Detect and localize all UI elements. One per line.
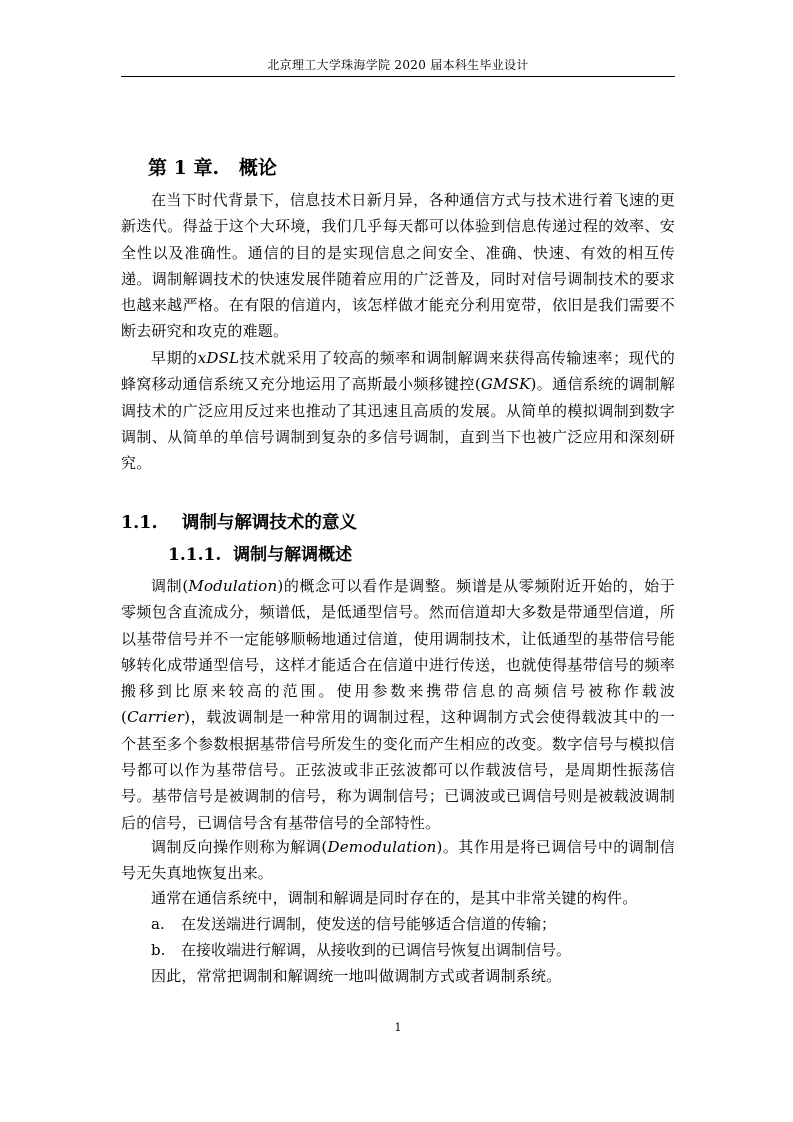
term-gmsk: GMSK: [480, 375, 531, 394]
intro-paragraph-2: [121, 345, 675, 476]
body-paragraph-4: 因此，常常把调制和解调统一地叫做调制方式或者调制系统。: [151, 967, 562, 985]
subsection-title: 1.1.1. 调制与解调概述: [168, 545, 353, 565]
term-demodulation: Demodulation: [327, 838, 437, 856]
section-title: 1.1. 调制与解调技术的意义: [121, 513, 357, 533]
page-header: 北京理工大学珠海学院 2020 届本科生毕业设计: [267, 58, 529, 72]
term-modulation: Modulation: [188, 577, 278, 595]
body-p2-text-b: )。其作用是将已调信号中的调制信号无失真地恢复出来。: [121, 838, 675, 883]
intro-p2-text-c: )。通信系统的调制解调技术的广泛应用反过来也推动了其迅速且高质的发展。从简单的模拟调制到数字调制、从简单的单信号调制到复杂的多信号调制，直到当下也被广泛应用和深刻研究。: [121, 375, 676, 473]
body-paragraph-1: [121, 573, 675, 836]
list-item-text: 在接收端进行解调，从接收到的已调信号恢复出调制信号。: [181, 941, 572, 959]
intro-p2-text-b: 技术就采用了较高的频率和调制解调来获得高传输速率；现代的蜂窝移动通信系统又充分地运用了高斯最小频移键控(: [121, 349, 675, 394]
chapter-title: 第 1 章. 概论: [148, 157, 277, 179]
term-carrier: Carrier: [127, 708, 185, 727]
body-p1-text-c: )，载波调制是一种常用的调制过程，这种调制方式会使得载波其中的一个甚至多个参数根据基带信号所发生的变化而产生相应的改变。数字信号与模拟信号都可以作为基带信号。正弦波或非正弦波都可以作载波信号，是周期性振荡信号。基带信号是被调制的信号，称为调制信号；已调波或已调信号则是被载波调制后的信号，已调信号含有基带信号的全部特性。: [121, 708, 675, 832]
intro-paragraph-1: 在当下时代背景下，信息技术日新月异，各种通信方式与技术进行着飞速的更新迭代。得益于这个大环境，我们几乎每天都可以体验到信息传递过程的效率、安全性以及准确性。通信的目的是实现信息之间安全、准确、快速、有效的相互传递。调制解调技术的快速发展伴随着应用的广泛普及，同时对信号调制技术的要求也越来越严格。在有限的信道内，该怎样做才能充分利用宽带，依旧是我们需要不断去研究和攻克的难题。: [121, 191, 675, 341]
list-item-text: 在发送端进行调制，使发送的信号能够适合信道的传输；: [181, 915, 557, 933]
intro-p2-text-a: 早期的: [151, 349, 198, 367]
term-xdsl: xDSL: [197, 349, 240, 367]
body-p1-text-b: )的概念可以看作是调整。频谱是从零频附近开始的，始于零频包含直流成分，频谱低，是低通型信号。然而信道却大多数是带通型信道，所以基带信号并不一定能够顺畅地通过信道，使用调制技术，让低通型的基带信号能够转化成带通型信号，这样才能适合在信道中进行传送，也就使得基带信号的频率搬移到比原来较高的范围。使用参数来携带信息的高频信号被称作载波(: [121, 577, 675, 727]
list-marker: a.: [151, 915, 165, 933]
page-number: 1: [394, 1021, 402, 1034]
body-paragraph-3: 通常在通信系统中，调制和解调是同时存在的，是其中非常关键的构件。: [151, 889, 638, 907]
header-rule: [121, 76, 675, 77]
body-p2-text-a: 调制反向操作则称为解调(: [151, 838, 328, 856]
list-item: [151, 937, 671, 963]
list-item: [151, 911, 671, 937]
body-p1-text-a: 调制(: [151, 577, 189, 595]
body-paragraph-2: [121, 834, 675, 887]
list-marker: b.: [151, 941, 166, 959]
